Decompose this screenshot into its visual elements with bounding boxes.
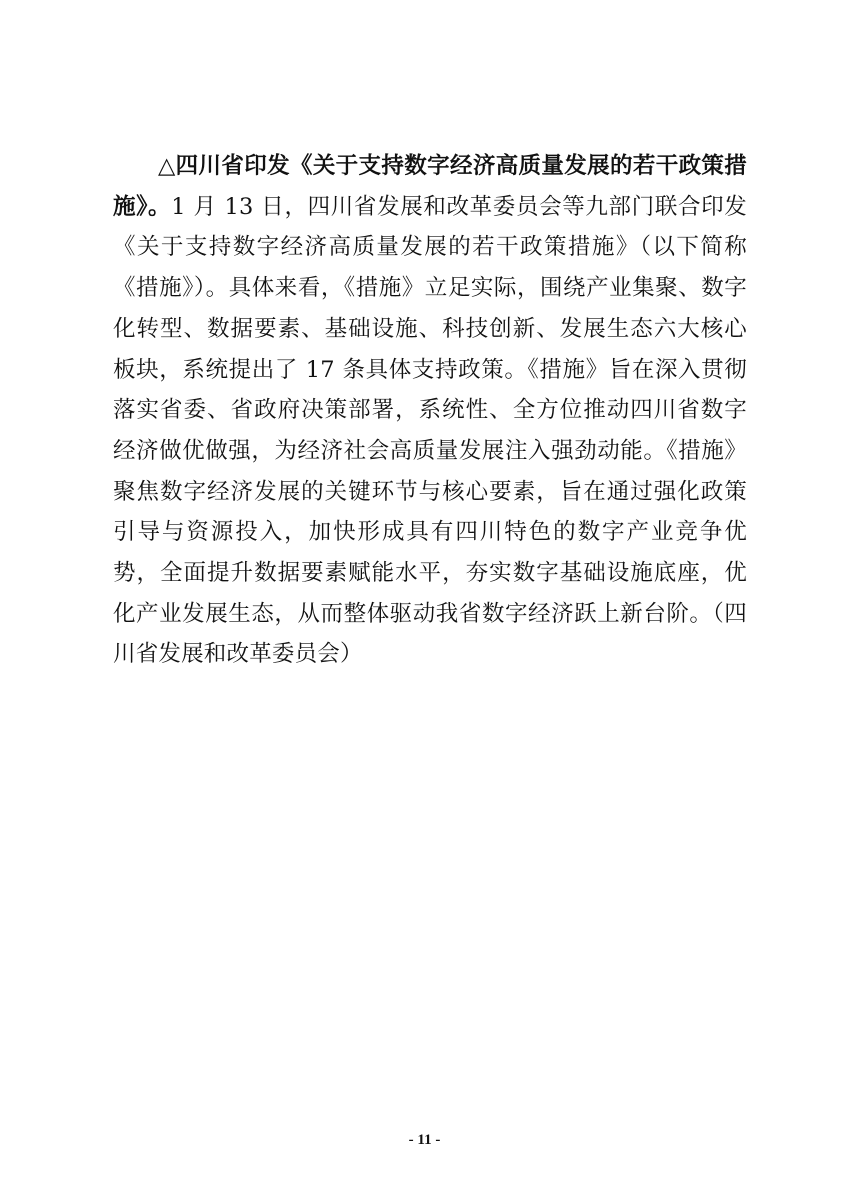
- news-paragraph: [113, 146, 747, 675]
- page-number: - 11 -: [408, 1132, 441, 1148]
- headline: △四川省印发《关于支持数字经济高质量发展的若干政策措施》。: [113, 153, 747, 220]
- paragraph-body: 1 月 13 日，四川省发展和改革委员会等九部门联合印发《关于支持数字经济高质量发展的若干政策措施》（以下简称《措施》）。具体来看，《措施》立足实际，围绕产业集聚、数字化转型、数据要素、基础设施、科技创新、发展生态六大核心板块，系统提出了 17 条具体支持政策。《措施》旨在深入贯彻落实省委、省政府决策部署，系统性、全方位推动四川省数字经济做优做强，为经济社会高质量发展注入强劲动能。《措施》聚焦数字经济发展的关键环节与核心要素，旨在通过强化政策引导与资源投入，加快形成具有四川特色的数字产业竞争优势，全面提升数据要素赋能水平，夯实数字基础设施底座，优化产业发展生态，从而整体驱动我省数字经济跃上新台阶。（四川省发展和改革委员会）: [113, 193, 747, 668]
